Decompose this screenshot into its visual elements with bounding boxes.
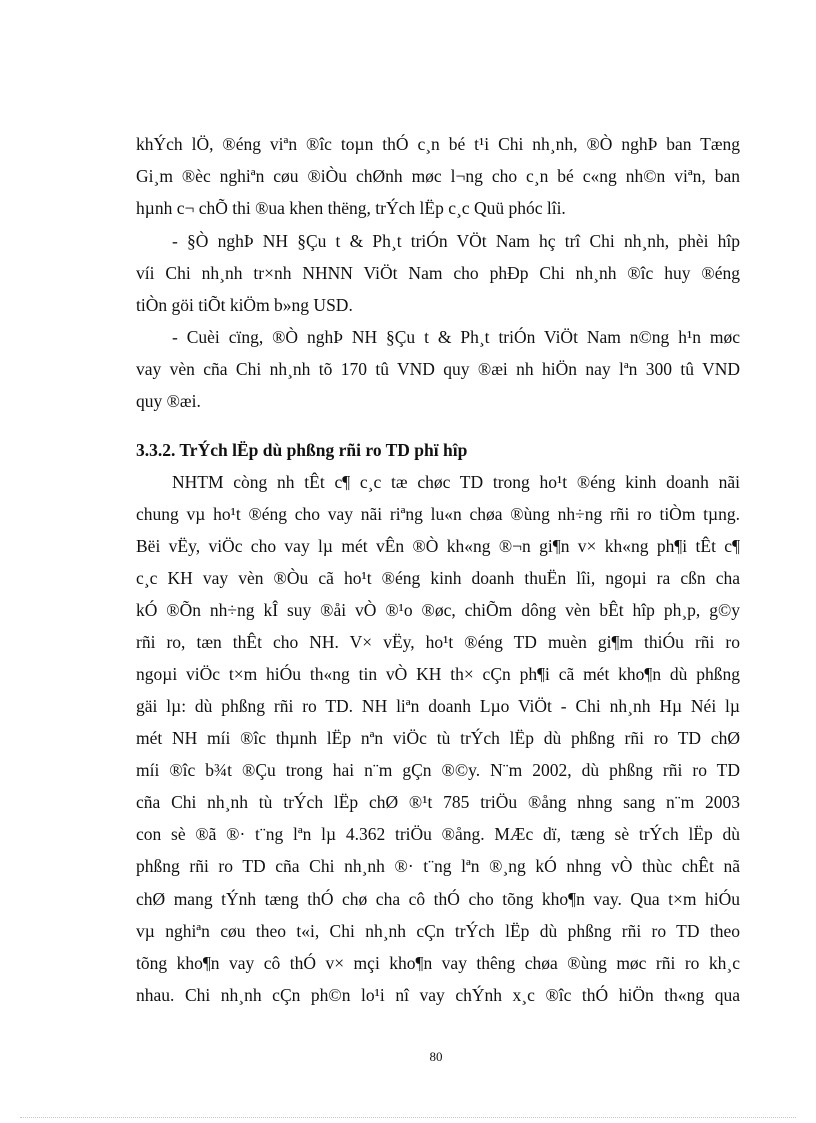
paragraph-1-line-2: Gi¸m ®èc nghiªn cøu ®iÒu chØnh møc l¬ng cho c¸n bé c«ng nh©n viªn, ban xyxy=(136,166,740,186)
paragraph-4-line-12: con sè ®ã ®· t¨ng lªn lµ 4.362 triÖu ®ång. MÆc dï, tæng sè trÝch lËp dù xyxy=(136,824,740,844)
paragraph-4-line-16: tõng kho¶n vay cô thÓ v× mçi kho¶n vay thêng chøa ®ùng møc rñi ro kh¸c xyxy=(136,953,740,973)
paragraph-4-line-5: kÓ ®Õn nh÷ng kÎ suy ®åi vÒ ®¹o ®øc, chiÕm dông vèn bÊt hîp ph¸p, g©y xyxy=(136,600,740,620)
paragraph-4-line-15: vµ nghiªn cøu theo t«i, Chi nh¸nh cÇn trÝch lËp dù phßng rñi ro TD theo xyxy=(136,921,740,941)
paragraph-4-line-8: gäi lµ: dù phßng rñi ro TD. NH liªn doanh Lµo ViÖt - Chi nh¸nh Hµ Néi lµ xyxy=(136,696,740,716)
paragraph-1-line-1: khÝch lÖ, ®éng viªn ®îc toµn thÓ c¸n bé t¹i Chi nh¸nh, ®Ò nghÞ ban Tæng xyxy=(136,134,740,154)
paragraph-4-line-11: cña Chi nh¸nh tù trÝch lËp chØ ®¹t 785 triÖu ®ång nhng sang n¨m 2003 xyxy=(136,792,740,812)
paragraph-4-line-7: ngoµi viÖc t×m hiÓu th«ng tin vÒ KH th× cÇn ph¶i cã mét kho¶n dù phßng xyxy=(136,664,740,684)
paragraph-3-line-2: vay vèn cña Chi nh¸nh tõ 170 tû VND quy ®æi nh hiÖn nay lªn 300 tû VND xyxy=(136,359,740,379)
paragraph-4-line-10: míi ®îc b¾t ®Çu trong hai n¨m gÇn ®©y. N¨m 2002, dù phßng rñi ro TD xyxy=(136,760,740,780)
paragraph-4-line-9: mét NH míi ®îc thµnh lËp nªn viÖc tù trÝch lËp dù phßng rñi ro TD chØ xyxy=(136,728,740,748)
paragraph-3-line-3: quy ®æi. xyxy=(136,391,201,411)
paragraph-4-line-3: Bëi vËy, viÖc cho vay lµ mét vÊn ®Ò kh«ng ®¬n gi¶n v× kh«ng ph¶i tÊt c¶ xyxy=(136,536,740,556)
page-number: 80 xyxy=(429,1049,443,1064)
paragraph-4-line-14: chØ mang tÝnh tæng thÓ chø cha cô thÓ cho tõng kho¶n vay. Qua t×m hiÓu xyxy=(136,889,740,909)
paragraph-2-line-1: - §Ò nghÞ NH §Çu t & Ph¸t triÓn VÖt Nam hç trî Chi nh¸nh, phèi hîp xyxy=(172,231,740,251)
paragraph-1-line-3: hµnh c¬ chÕ thi ®ua khen thëng, trÝch lËp c¸c Quü phóc lîi. xyxy=(136,198,566,218)
page-bottom-divider xyxy=(20,1117,796,1118)
section-heading: 3.3.2. TrÝch lËp dù phßng rñi ro TD phï hîp xyxy=(136,440,468,460)
paragraph-4-line-4: c¸c KH vay vèn ®Òu cã ho¹t ®éng kinh doanh thuËn lîi, ngoµi ra cßn cha xyxy=(136,568,740,588)
paragraph-2-line-2: víi Chi nh¸nh tr×nh NHNN ViÖt Nam cho phÐp Chi nh¸nh ®îc huy ®éng xyxy=(136,263,740,283)
paragraph-4-line-17: nhau. Chi nh¸nh cÇn ph©n lo¹i nî vay chÝnh x¸c ®îc thÓ hiÖn th«ng qua xyxy=(136,985,740,1005)
paragraph-4-line-6: rñi ro, tæn thÊt cho NH. V× vËy, ho¹t ®éng TD muèn gi¶m thiÓu rñi ro xyxy=(136,632,740,652)
paragraph-4-line-13: phßng rñi ro TD cña Chi nh¸nh ®· t¨ng lªn ®¸ng kÓ nhng vÒ thùc chÊt nã xyxy=(136,856,740,876)
paragraph-2-line-3: tiÒn göi tiÕt kiÖm b»ng USD. xyxy=(136,295,353,315)
paragraph-4-line-2: chung vµ ho¹t ®éng cho vay nãi riªng lu«n chøa ®ùng nh÷ng rñi ro tiÒm tµng. xyxy=(136,504,740,524)
paragraph-4-line-1: NHTM còng nh tÊt c¶ c¸c tæ chøc TD trong ho¹t ®éng kinh doanh nãi xyxy=(172,472,740,492)
paragraph-3-line-1: - Cuèi cïng, ®Ò nghÞ NH §Çu t & Ph¸t triÓn ViÖt Nam n©ng h¹n møc xyxy=(172,327,740,347)
